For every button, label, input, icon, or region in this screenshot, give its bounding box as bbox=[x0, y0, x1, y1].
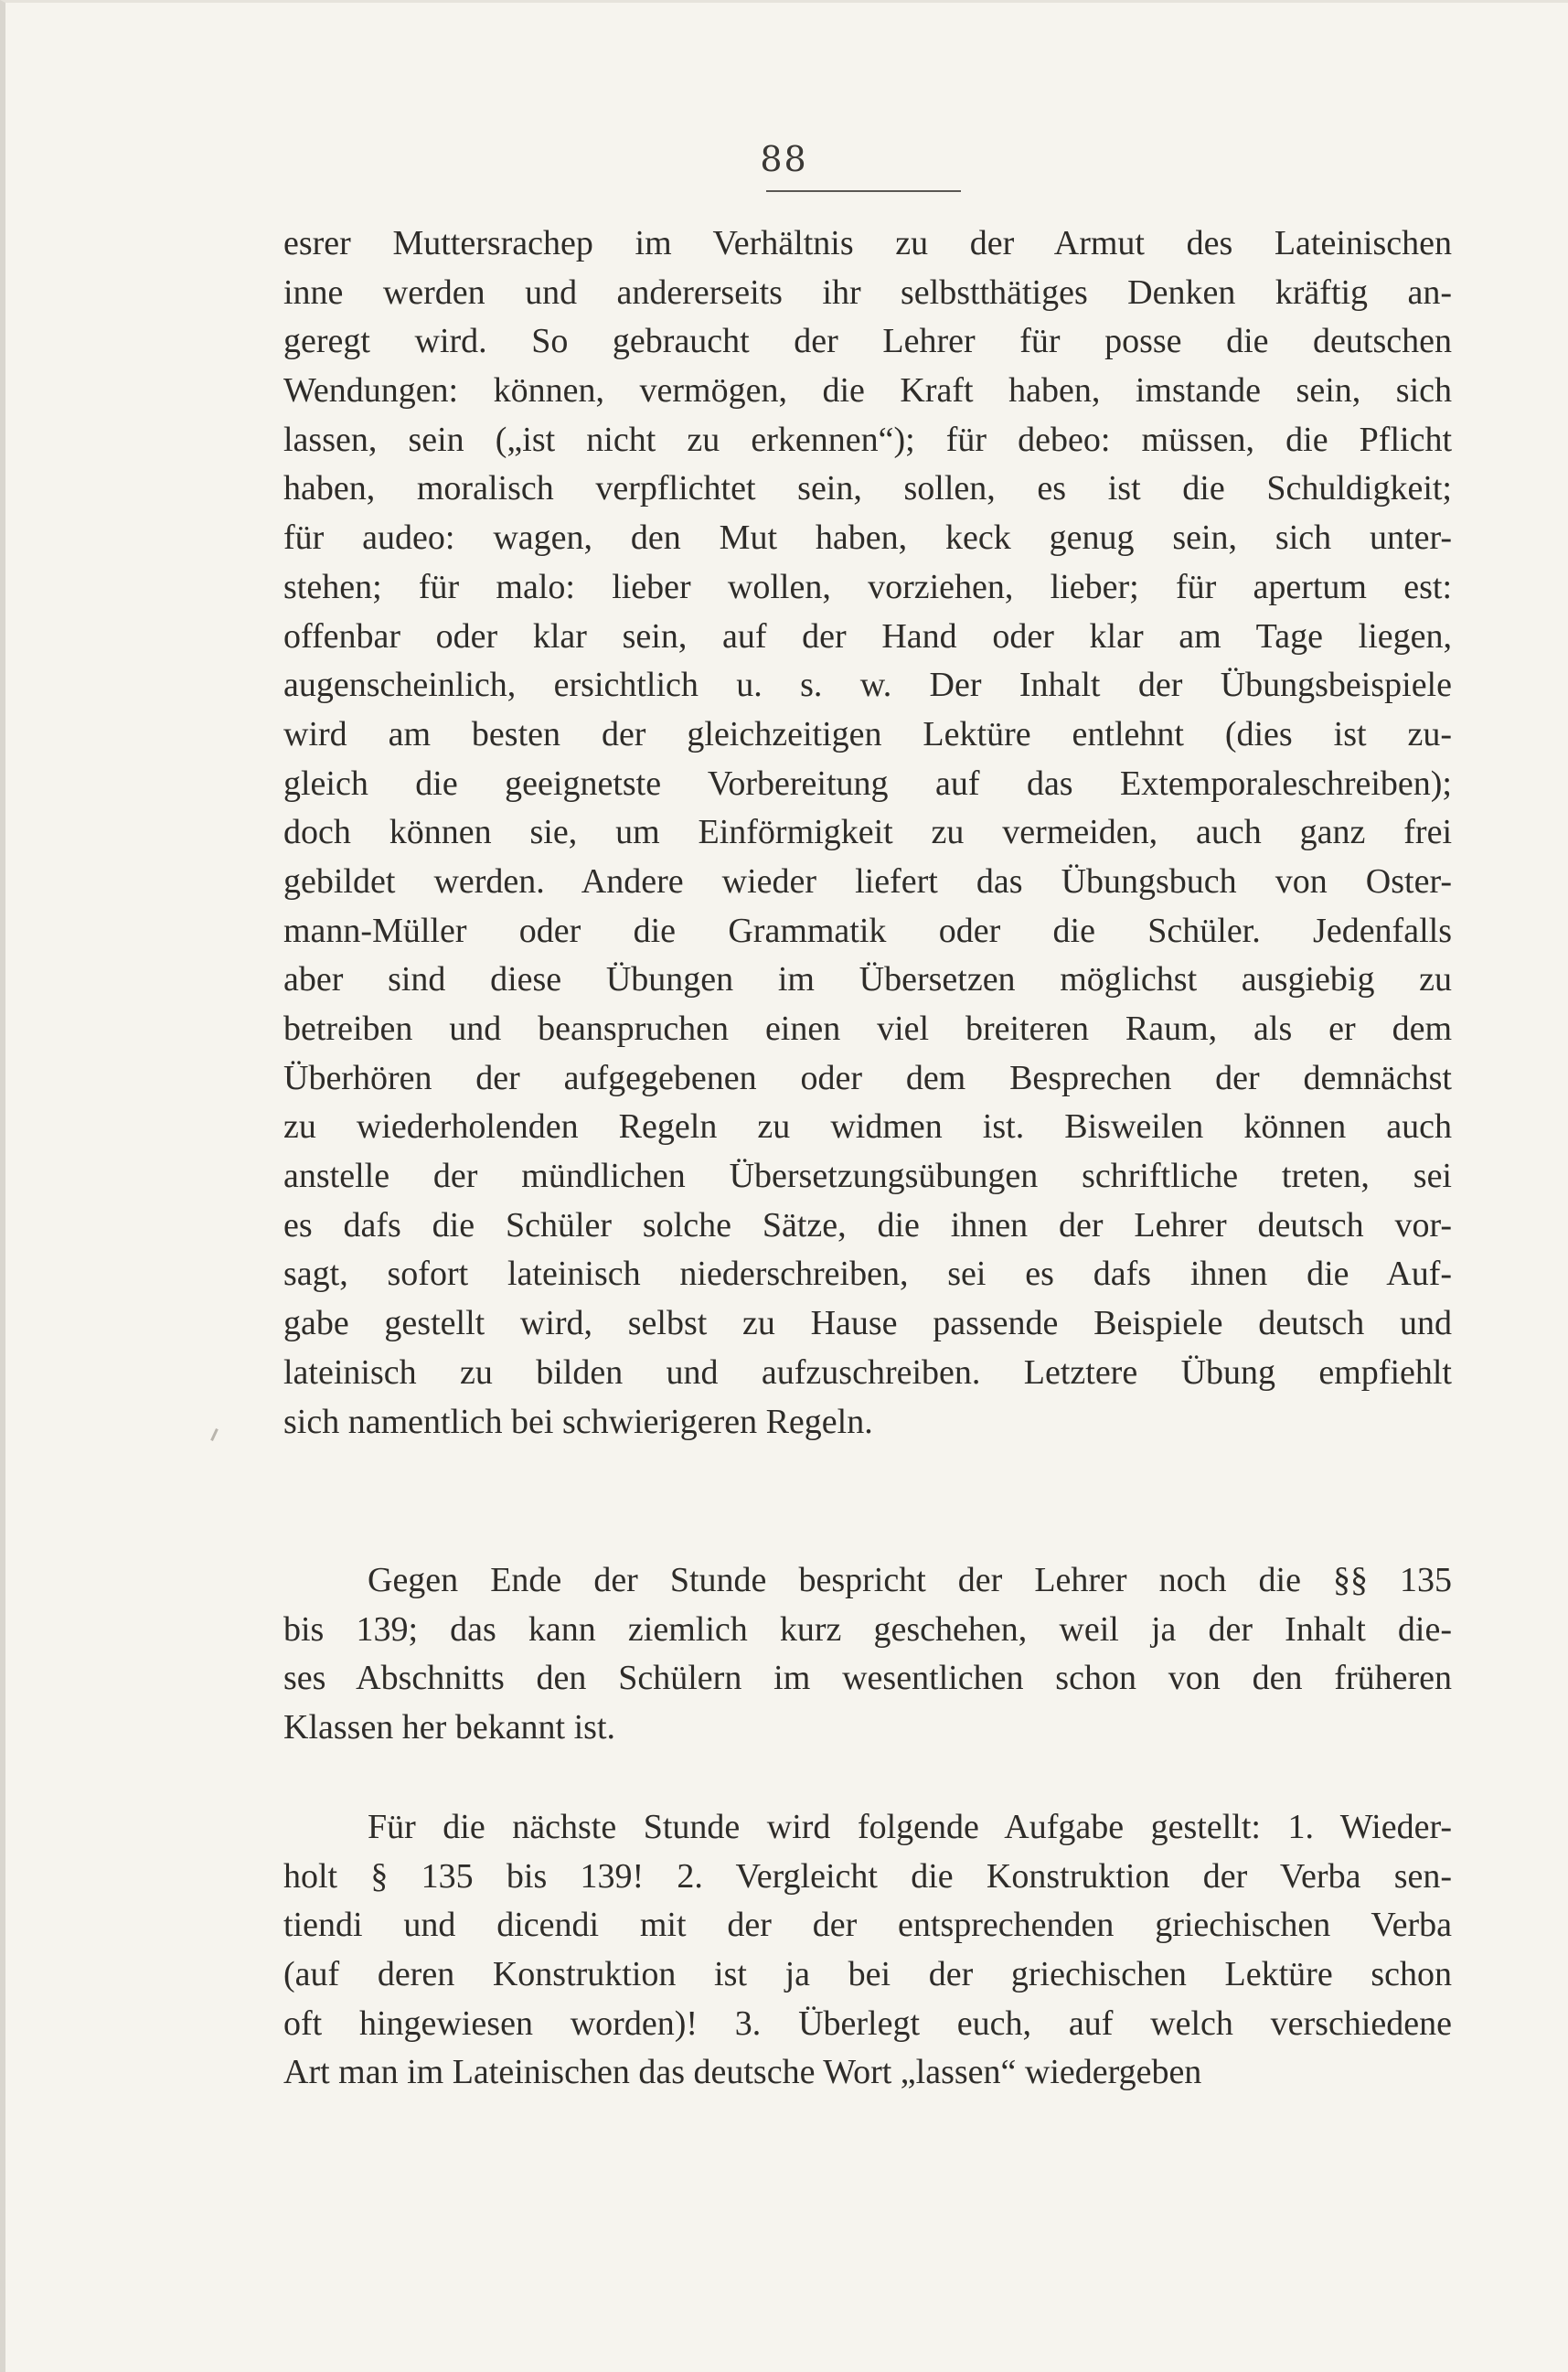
text-line: gabe gestellt wird, selbst zu Hause passende Beispiele deutsch und bbox=[283, 1304, 1452, 1343]
text-line: (auf deren Konstruktion ist ja bei der griechischen Lektüre schon bbox=[283, 1955, 1452, 1994]
text-line: oft hingewiesen worden)! 3. Überlegt euch, auf welch verschiedene bbox=[283, 2003, 1452, 2043]
text-line: ses Abschnitts den Schülern im wesentlichen schon von den früheren bbox=[283, 1659, 1452, 1698]
text-line: tiendi und dicendi mit der der entsprechenden griechischen Verba bbox=[283, 1906, 1452, 1945]
text-line: lassen, sein („ist nicht zu erkennen“); für debeo: müssen, die Pflicht bbox=[283, 420, 1452, 459]
text-line: für audeo: wagen, den Mut haben, keck genug sein, sich unter- bbox=[283, 518, 1452, 558]
text-line: wird am besten der gleichzeitigen Lektüre entlehnt (dies ist zu- bbox=[283, 714, 1452, 753]
text-line: offenbar oder klar sein, auf der Hand oder klar am Tage liegen, bbox=[283, 616, 1452, 656]
margin-pencil-mark bbox=[210, 1428, 219, 1441]
text-line: Gegen Ende der Stunde bespricht der Lehrer noch die §§ 135 bbox=[368, 1561, 1452, 1599]
text-line: es dafs die Schüler solche Sätze, die ihnen der Lehrer deutsch vor- bbox=[283, 1205, 1452, 1245]
text-line: gebildet werden. Andere wieder liefert das Übungsbuch von Oster- bbox=[283, 861, 1452, 901]
text-line: sagt, sofort lateinisch niederschreiben, sei es dafs ihnen die Auf- bbox=[283, 1255, 1452, 1294]
paragraph-3 bbox=[283, 1803, 1452, 2098]
text-line: haben, moralisch verpflichtet sein, sollen, es ist die Schuldigkeit; bbox=[283, 469, 1452, 508]
text-line: Wendungen: können, vermögen, die Kraft haben, imstande sein, sich bbox=[283, 371, 1452, 411]
paragraph-1 bbox=[283, 219, 1452, 1447]
text-line: doch können sie, um Einförmigkeit zu vermeiden, auch ganz frei bbox=[283, 813, 1452, 852]
text-line: stehen; für malo: lieber wollen, vorziehen, lieber; für apertum est: bbox=[283, 567, 1452, 606]
text-line: esrer Muttersrachep im Verhältnis zu der Armut des Lateinischen bbox=[283, 224, 1452, 262]
text-line: bis 139; das kann ziemlich kurz geschehen, weil ja der Inhalt die- bbox=[283, 1609, 1452, 1649]
text-line: zu wiederholenden Regeln zu widmen ist. Bisweilen können auch bbox=[283, 1107, 1452, 1147]
text-line: mann-Müller oder die Grammatik oder die Schüler. Jedenfalls bbox=[283, 911, 1452, 950]
text-line: sich namentlich bei schwierigeren Regeln. bbox=[283, 1402, 873, 1441]
text-line: Klassen her bekannt ist. bbox=[283, 1708, 616, 1747]
text-line: betreiben und beanspruchen einen viel breiteren Raum, als er dem bbox=[283, 1010, 1452, 1048]
header-rule bbox=[766, 190, 961, 192]
text-line: Art man im Lateinischen das deutsche Wort „lassen“ wiedergeben bbox=[283, 2053, 1202, 2092]
text-line: holt § 135 bis 139! 2. Vergleicht die Konstruktion der Verba sen- bbox=[283, 1856, 1452, 1896]
page-number: 88 bbox=[760, 139, 808, 179]
text-line: lateinisch zu bilden und aufzuschreiben. Letztere Übung empfiehlt bbox=[283, 1352, 1452, 1392]
text-line: Überhören der aufgegebenen oder dem Besprechen der demnächst bbox=[283, 1058, 1452, 1097]
text-line: aber sind diese Übungen im Übersetzen möglichst ausgiebig zu bbox=[283, 960, 1452, 999]
text-line: inne werden und andererseits ihr selbstthätiges Denken kräftig an- bbox=[283, 272, 1452, 312]
text-line: augenscheinlich, ersichtlich u. s. w. Der Inhalt der Übungsbeispiele bbox=[283, 666, 1452, 705]
text-line: geregt wird. So gebraucht der Lehrer für posse die deutschen bbox=[283, 322, 1452, 361]
text-line: gleich die geeignetste Vorbereitung auf das Extemporaleschreiben); bbox=[283, 764, 1452, 803]
text-line: Für die nächste Stunde wird folgende Aufgabe gestellt: 1. Wieder- bbox=[368, 1808, 1452, 1846]
paragraph-2 bbox=[283, 1556, 1452, 1753]
text-line: anstelle der mündlichen Übersetzungsübungen schriftliche treten, sei bbox=[283, 1157, 1452, 1196]
